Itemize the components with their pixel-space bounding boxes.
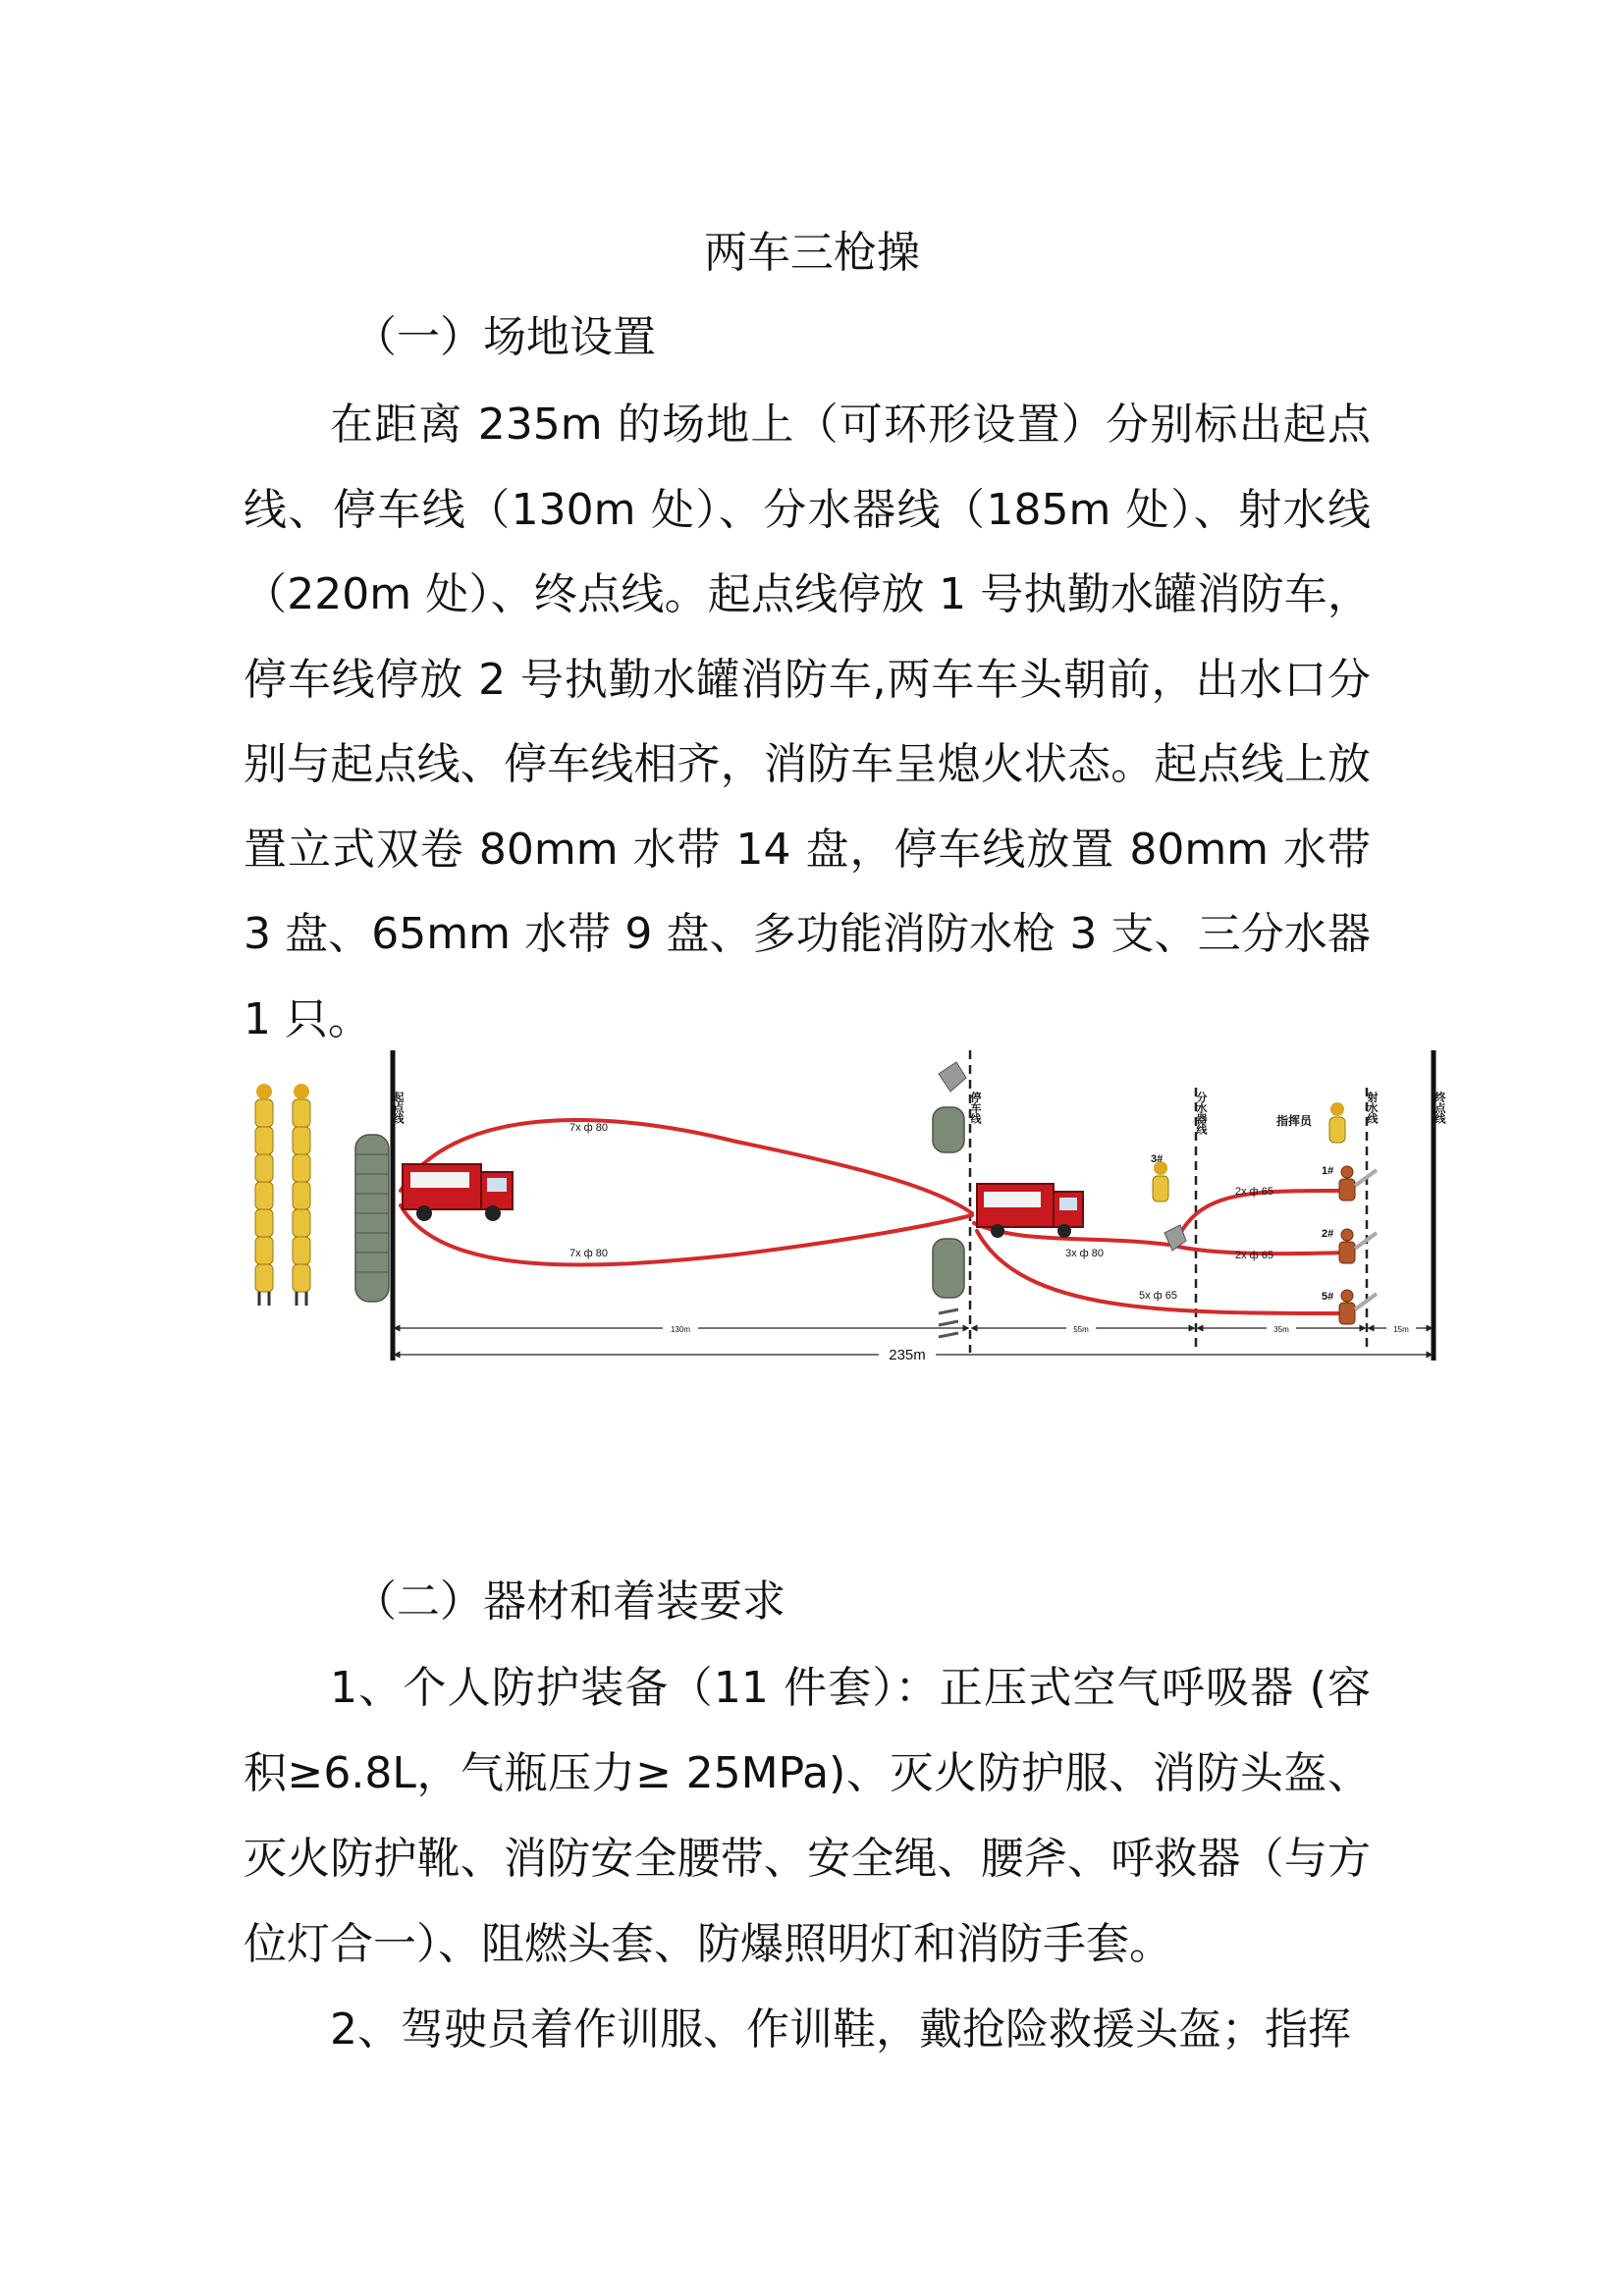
fighter-2-label: 2# xyxy=(1322,1228,1334,1240)
dim-55-label: 55m xyxy=(1073,1325,1089,1334)
fire-truck-1 xyxy=(403,1164,513,1221)
equipment-item-1: 1、个人防护装备（11 件套）：正压式空气呼吸器 (容积≥6.8L，气瓶压力≥ 25MPa)、灭火防护服、消防头盔、灭火防护靴、消防安全腰带、安全绳、腰斧、呼救器（与方位灯合一）、阻燃头套、防爆照明灯和消防手套。 xyxy=(244,1663,1371,1969)
firefighter-team xyxy=(255,1084,310,1306)
hose-b-label: 2x ф 65 xyxy=(1235,1250,1274,1261)
hose-a-label: 2x ф 65 xyxy=(1235,1186,1274,1198)
hose-upper-label: 7x ф 80 xyxy=(569,1122,609,1134)
hose-c-label: 5x ф 65 xyxy=(1139,1290,1178,1302)
end-line-label: 终点线 xyxy=(1434,1092,1445,1124)
fighter-3-label: 3# xyxy=(1151,1153,1164,1165)
fighter-3 xyxy=(1153,1161,1168,1201)
spray-line-label: 射水线 xyxy=(1366,1092,1378,1124)
hose-lower-label: 7x ф 80 xyxy=(569,1248,609,1259)
page-title: 两车三枪操 xyxy=(704,228,920,278)
hose-to-divider-label: 3x ф 80 xyxy=(1065,1248,1105,1259)
site-layout-diagram xyxy=(147,1048,1571,1382)
divider-line-label: 分水器线 xyxy=(1195,1092,1207,1135)
dim-235-label: 235m xyxy=(889,1347,926,1363)
section2-heading: （二）器材和着装要求 xyxy=(353,1576,785,1627)
divider-device-stop xyxy=(939,1062,966,1092)
fighter-5-label: 5# xyxy=(1322,1291,1334,1303)
dim-15-label: 15m xyxy=(1393,1325,1409,1334)
hose-rolls-stop xyxy=(933,1107,964,1298)
fire-truck-2 xyxy=(977,1184,1083,1238)
commander-label: 指挥员 xyxy=(1276,1114,1313,1128)
nozzles-stop xyxy=(939,1309,958,1337)
commander xyxy=(1329,1102,1345,1143)
equipment-item-2: 2、驾驶员着作训服、作训鞋，戴抢险救援头盔；指挥 xyxy=(330,2004,1351,2055)
nozzle-operators xyxy=(1339,1166,1355,1324)
hose-rolls-start xyxy=(355,1135,389,1302)
fighter-1-label: 1# xyxy=(1322,1165,1334,1177)
start-line-label: 起点线 xyxy=(392,1092,404,1124)
hose-a xyxy=(1176,1191,1345,1241)
section1-heading: （一）场地设置 xyxy=(353,312,656,362)
dim-130-label: 130m xyxy=(670,1325,691,1334)
dim-35-label: 35m xyxy=(1273,1325,1289,1334)
section1-paragraph: 在距离 235m 的场地上（可环形设置）分别标出起点线、停车线（130m 处）、分水器线（185m 处）、射水线（220m 处）、终点线。起点线停放 1 号执勤水罐消防车，停车线停放 2 号执勤水罐消防车,两车车头朝前，出水口分别与起点线、停车线相齐，消防车呈熄火状态。起点线上放置立式双卷 80mm 水带 14 盘，停车线放置 80mm 水带 3 盘、65mm 水带 9 盘、多功能消防水枪 3 支、三分水器 1 只。 xyxy=(244,400,1371,1044)
stop-line-label: 停车线 xyxy=(969,1092,981,1124)
